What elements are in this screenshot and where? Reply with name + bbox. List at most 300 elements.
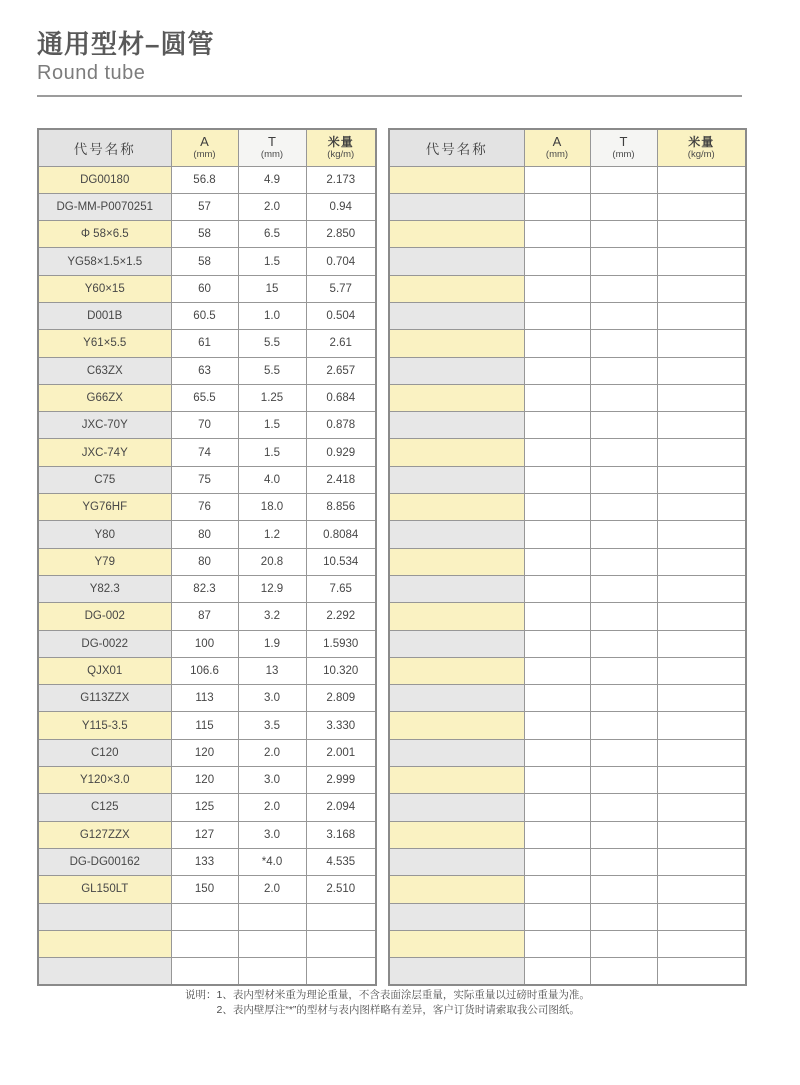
- meter-weight-cell: [657, 221, 746, 248]
- code-name-cell: DG-0022: [38, 630, 171, 657]
- col-header-t-unit: (mm): [612, 149, 635, 161]
- table-row: [38, 166, 376, 193]
- a-value-cell: [524, 657, 590, 684]
- meter-weight-cell: [306, 903, 376, 930]
- spec-tables: [37, 128, 747, 986]
- code-name-cell: G127ZZX: [38, 821, 171, 848]
- code-name-cell: [389, 193, 524, 220]
- a-value-cell: 58: [171, 248, 238, 275]
- table-row: [38, 848, 376, 875]
- notes-label: 说明：: [185, 989, 217, 1001]
- a-value-cell: 57: [171, 193, 238, 220]
- page-title: 通用型材–圆管: [37, 29, 215, 59]
- code-name-cell: Y61×5.5: [38, 330, 171, 357]
- code-name-cell: [389, 794, 524, 821]
- table-row: [389, 548, 746, 575]
- table-row: [38, 657, 376, 684]
- a-value-cell: 80: [171, 548, 238, 575]
- title-divider: [37, 95, 742, 97]
- meter-weight-cell: 0.504: [306, 302, 376, 329]
- meter-weight-cell: [657, 275, 746, 302]
- meter-weight-cell: [657, 657, 746, 684]
- t-value-cell: 12.9: [238, 575, 306, 602]
- table-row: [38, 930, 376, 957]
- code-name-cell: [389, 821, 524, 848]
- col-header-a-label: A: [552, 134, 562, 150]
- a-value-cell: [524, 384, 590, 411]
- t-value-cell: [590, 494, 657, 521]
- note-line-1: 1、表内型材米重为理论重量，不含表面涂层重量，实际重量以过磅时重量为准。: [216, 989, 590, 1001]
- code-name-cell: [389, 876, 524, 903]
- table-row: [38, 302, 376, 329]
- code-name-cell: [389, 657, 524, 684]
- t-value-cell: [590, 630, 657, 657]
- table-row: [38, 603, 376, 630]
- meter-weight-cell: [657, 848, 746, 875]
- t-value-cell: 3.0: [238, 821, 306, 848]
- meter-weight-cell: [657, 384, 746, 411]
- meter-weight-cell: 2.001: [306, 739, 376, 766]
- spec-table-left: [37, 128, 377, 986]
- meter-weight-cell: 0.878: [306, 412, 376, 439]
- meter-weight-cell: [657, 794, 746, 821]
- t-value-cell: [590, 794, 657, 821]
- table-row: [389, 166, 746, 193]
- meter-weight-cell: [657, 548, 746, 575]
- code-name-cell: [389, 548, 524, 575]
- meter-weight-cell: [657, 603, 746, 630]
- t-value-cell: 20.8: [238, 548, 306, 575]
- a-value-cell: 58: [171, 221, 238, 248]
- meter-weight-cell: [657, 821, 746, 848]
- meter-weight-cell: 2.418: [306, 466, 376, 493]
- meter-weight-cell: 4.535: [306, 848, 376, 875]
- code-name-cell: [389, 848, 524, 875]
- a-value-cell: [524, 357, 590, 384]
- table-row: [389, 794, 746, 821]
- meter-weight-cell: [657, 330, 746, 357]
- col-header-meter-weight: [657, 129, 746, 166]
- code-name-cell: Y120×3.0: [38, 767, 171, 794]
- t-value-cell: 1.5: [238, 412, 306, 439]
- meter-weight-cell: [657, 630, 746, 657]
- t-value-cell: [238, 930, 306, 957]
- table-row: [38, 575, 376, 602]
- code-name-cell: [389, 439, 524, 466]
- t-value-cell: 2.0: [238, 193, 306, 220]
- t-value-cell: *4.0: [238, 848, 306, 875]
- table-row: [389, 958, 746, 985]
- table-row: [389, 821, 746, 848]
- a-value-cell: [524, 275, 590, 302]
- table-row: [389, 630, 746, 657]
- code-name-cell: [389, 275, 524, 302]
- table-header: [389, 129, 746, 166]
- t-value-cell: 2.0: [238, 739, 306, 766]
- table-body-right: [389, 166, 746, 985]
- t-value-cell: [590, 685, 657, 712]
- a-value-cell: [524, 193, 590, 220]
- table-row: [38, 412, 376, 439]
- table-row: [389, 657, 746, 684]
- code-name-cell: Y80: [38, 521, 171, 548]
- a-value-cell: [524, 903, 590, 930]
- t-value-cell: [590, 767, 657, 794]
- meter-weight-cell: 0.929: [306, 439, 376, 466]
- t-value-cell: [590, 466, 657, 493]
- table-row: [389, 357, 746, 384]
- code-name-cell: [389, 466, 524, 493]
- meter-weight-cell: [657, 958, 746, 985]
- meter-weight-cell: 2.809: [306, 685, 376, 712]
- table-row: [38, 439, 376, 466]
- a-value-cell: 75: [171, 466, 238, 493]
- meter-weight-cell: 0.684: [306, 384, 376, 411]
- meter-weight-cell: 2.61: [306, 330, 376, 357]
- table-row: [38, 494, 376, 521]
- meter-weight-cell: 2.657: [306, 357, 376, 384]
- t-value-cell: [590, 821, 657, 848]
- meter-weight-cell: 1.5930: [306, 630, 376, 657]
- t-value-cell: 3.2: [238, 603, 306, 630]
- a-value-cell: 113: [171, 685, 238, 712]
- table-row: [38, 767, 376, 794]
- code-name-cell: [389, 521, 524, 548]
- table-row: [389, 221, 746, 248]
- code-name-cell: Y60×15: [38, 275, 171, 302]
- t-value-cell: 1.5: [238, 439, 306, 466]
- t-value-cell: [590, 221, 657, 248]
- t-value-cell: [590, 384, 657, 411]
- table-row: [389, 848, 746, 875]
- a-value-cell: 74: [171, 439, 238, 466]
- code-name-cell: [389, 603, 524, 630]
- col-header-meter-weight-label: 米量: [327, 135, 354, 150]
- code-name-cell: DG-DG00162: [38, 848, 171, 875]
- t-value-cell: 1.0: [238, 302, 306, 329]
- header-row: [389, 129, 746, 166]
- col-header-code-name: 代号名称: [38, 129, 171, 166]
- table-row: [38, 794, 376, 821]
- meter-weight-cell: 3.330: [306, 712, 376, 739]
- a-value-cell: 56.8: [171, 166, 238, 193]
- meter-weight-cell: [657, 412, 746, 439]
- t-value-cell: [590, 357, 657, 384]
- code-name-cell: [38, 958, 171, 985]
- meter-weight-cell: 0.94: [306, 193, 376, 220]
- table-row: [38, 275, 376, 302]
- table-row: [38, 685, 376, 712]
- table-row: [38, 958, 376, 985]
- table-row: [389, 767, 746, 794]
- t-value-cell: [590, 439, 657, 466]
- code-name-cell: [389, 248, 524, 275]
- code-name-cell: [38, 903, 171, 930]
- table-row: [389, 275, 746, 302]
- col-header-a-unit: (mm): [545, 149, 569, 161]
- table-row: [389, 739, 746, 766]
- table-row: [389, 521, 746, 548]
- meter-weight-cell: 2.292: [306, 603, 376, 630]
- t-value-cell: [590, 903, 657, 930]
- table-row: [389, 193, 746, 220]
- table-row: [389, 685, 746, 712]
- table-row: [38, 712, 376, 739]
- a-value-cell: 70: [171, 412, 238, 439]
- t-value-cell: [590, 412, 657, 439]
- table-row: [389, 412, 746, 439]
- code-name-cell: C120: [38, 739, 171, 766]
- meter-weight-cell: [657, 930, 746, 957]
- a-value-cell: [171, 903, 238, 930]
- meter-weight-cell: 0.8084: [306, 521, 376, 548]
- meter-weight-cell: [657, 166, 746, 193]
- t-value-cell: 2.0: [238, 794, 306, 821]
- t-value-cell: 3.5: [238, 712, 306, 739]
- table-row: [389, 603, 746, 630]
- notes: [185, 988, 590, 1018]
- a-value-cell: 63: [171, 357, 238, 384]
- t-value-cell: 6.5: [238, 221, 306, 248]
- meter-weight-cell: [657, 685, 746, 712]
- table-row: [389, 575, 746, 602]
- code-name-cell: [389, 330, 524, 357]
- t-value-cell: [590, 739, 657, 766]
- table-row: [389, 903, 746, 930]
- code-name-cell: Φ 58×6.5: [38, 221, 171, 248]
- code-name-cell: [389, 384, 524, 411]
- table-row: [389, 466, 746, 493]
- col-header-a: [171, 129, 238, 166]
- table-row: [38, 384, 376, 411]
- a-value-cell: 60.5: [171, 302, 238, 329]
- code-name-cell: [38, 930, 171, 957]
- meter-weight-cell: 8.856: [306, 494, 376, 521]
- t-value-cell: [590, 575, 657, 602]
- code-name-cell: [389, 166, 524, 193]
- a-value-cell: [524, 575, 590, 602]
- meter-weight-cell: [657, 439, 746, 466]
- t-value-cell: 3.0: [238, 767, 306, 794]
- code-name-cell: C63ZX: [38, 357, 171, 384]
- table-row: [38, 248, 376, 275]
- a-value-cell: 82.3: [171, 575, 238, 602]
- code-name-cell: [389, 712, 524, 739]
- meter-weight-cell: [657, 302, 746, 329]
- a-value-cell: 125: [171, 794, 238, 821]
- table-header: [38, 129, 376, 166]
- a-value-cell: [524, 876, 590, 903]
- table-row: [38, 357, 376, 384]
- code-name-cell: [389, 575, 524, 602]
- a-value-cell: [524, 521, 590, 548]
- t-value-cell: 1.5: [238, 248, 306, 275]
- a-value-cell: [524, 848, 590, 875]
- code-name-cell: C125: [38, 794, 171, 821]
- table-row: [389, 876, 746, 903]
- a-value-cell: [524, 794, 590, 821]
- a-value-cell: [524, 767, 590, 794]
- a-value-cell: [524, 930, 590, 957]
- a-value-cell: 120: [171, 767, 238, 794]
- a-value-cell: [524, 439, 590, 466]
- a-value-cell: 87: [171, 603, 238, 630]
- t-value-cell: [590, 521, 657, 548]
- meter-weight-cell: 2.850: [306, 221, 376, 248]
- meter-weight-cell: [657, 466, 746, 493]
- col-header-meter-weight: [306, 129, 376, 166]
- col-header-meter-weight-unit: (kg/m): [687, 149, 715, 161]
- col-header-meter-weight-unit: (kg/m): [327, 149, 355, 161]
- t-value-cell: [590, 193, 657, 220]
- meter-weight-cell: 2.999: [306, 767, 376, 794]
- t-value-cell: 4.9: [238, 166, 306, 193]
- a-value-cell: [524, 958, 590, 985]
- a-value-cell: [524, 821, 590, 848]
- a-value-cell: [524, 494, 590, 521]
- meter-weight-cell: 2.173: [306, 166, 376, 193]
- spec-table-right: [388, 128, 747, 986]
- code-name-cell: YG76HF: [38, 494, 171, 521]
- a-value-cell: 65.5: [171, 384, 238, 411]
- t-value-cell: [590, 548, 657, 575]
- col-header-a-label: A: [200, 134, 209, 150]
- meter-weight-cell: 7.65: [306, 575, 376, 602]
- meter-weight-cell: [657, 739, 746, 766]
- table-row: [38, 739, 376, 766]
- col-header-code-name: 代号名称: [389, 129, 524, 166]
- code-name-cell: [389, 930, 524, 957]
- meter-weight-cell: 2.510: [306, 876, 376, 903]
- meter-weight-cell: 5.77: [306, 275, 376, 302]
- meter-weight-cell: [657, 876, 746, 903]
- code-name-cell: JXC-74Y: [38, 439, 171, 466]
- a-value-cell: [524, 685, 590, 712]
- table-row: [38, 903, 376, 930]
- meter-weight-cell: [657, 575, 746, 602]
- t-value-cell: [590, 248, 657, 275]
- table-row: [38, 193, 376, 220]
- code-name-cell: [389, 903, 524, 930]
- code-name-cell: C75: [38, 466, 171, 493]
- t-value-cell: 18.0: [238, 494, 306, 521]
- a-value-cell: 80: [171, 521, 238, 548]
- meter-weight-cell: [657, 494, 746, 521]
- table-row: [38, 221, 376, 248]
- a-value-cell: [524, 302, 590, 329]
- code-name-cell: G113ZZX: [38, 685, 171, 712]
- t-value-cell: [238, 903, 306, 930]
- header-row: [38, 129, 376, 166]
- table-row: [389, 930, 746, 957]
- a-value-cell: [171, 930, 238, 957]
- table-row: [389, 248, 746, 275]
- meter-weight-cell: [657, 248, 746, 275]
- col-header-t-unit: (mm): [260, 149, 284, 161]
- t-value-cell: 1.25: [238, 384, 306, 411]
- a-value-cell: 100: [171, 630, 238, 657]
- table-row: [38, 330, 376, 357]
- table-row: [38, 548, 376, 575]
- t-value-cell: [590, 712, 657, 739]
- code-name-cell: Y82.3: [38, 575, 171, 602]
- col-header-t-label: T: [268, 134, 276, 150]
- a-value-cell: 120: [171, 739, 238, 766]
- meter-weight-cell: [306, 958, 376, 985]
- t-value-cell: 5.5: [238, 330, 306, 357]
- meter-weight-cell: 10.534: [306, 548, 376, 575]
- a-value-cell: 60: [171, 275, 238, 302]
- a-value-cell: [524, 630, 590, 657]
- code-name-cell: [389, 302, 524, 329]
- t-value-cell: [590, 848, 657, 875]
- t-value-cell: [590, 930, 657, 957]
- code-name-cell: Y115-3.5: [38, 712, 171, 739]
- a-value-cell: [524, 712, 590, 739]
- t-value-cell: 15: [238, 275, 306, 302]
- notes-lines: [217, 988, 590, 1018]
- col-header-meter-weight-label: 米量: [688, 135, 715, 150]
- t-value-cell: 5.5: [238, 357, 306, 384]
- code-name-cell: DG-002: [38, 603, 171, 630]
- t-value-cell: [590, 302, 657, 329]
- a-value-cell: [524, 330, 590, 357]
- meter-weight-cell: [657, 521, 746, 548]
- t-value-cell: [590, 166, 657, 193]
- a-value-cell: 127: [171, 821, 238, 848]
- code-name-cell: D001B: [38, 302, 171, 329]
- a-value-cell: [524, 739, 590, 766]
- table-row: [38, 876, 376, 903]
- meter-weight-cell: [657, 767, 746, 794]
- a-value-cell: 150: [171, 876, 238, 903]
- col-header-a-unit: (mm): [193, 149, 216, 161]
- t-value-cell: 1.2: [238, 521, 306, 548]
- code-name-cell: [389, 494, 524, 521]
- t-value-cell: [590, 330, 657, 357]
- table-body-left: [38, 166, 376, 985]
- t-value-cell: [590, 275, 657, 302]
- col-header-t: [238, 129, 306, 166]
- code-name-cell: GL150LT: [38, 876, 171, 903]
- a-value-cell: 115: [171, 712, 238, 739]
- code-name-cell: DG00180: [38, 166, 171, 193]
- a-value-cell: [524, 603, 590, 630]
- meter-weight-cell: [306, 930, 376, 957]
- code-name-cell: [389, 630, 524, 657]
- meter-weight-cell: [657, 712, 746, 739]
- a-value-cell: 61: [171, 330, 238, 357]
- code-name-cell: G66ZX: [38, 384, 171, 411]
- code-name-cell: [389, 221, 524, 248]
- table-row: [38, 521, 376, 548]
- meter-weight-cell: [657, 193, 746, 220]
- t-value-cell: [590, 603, 657, 630]
- a-value-cell: 76: [171, 494, 238, 521]
- code-name-cell: YG58×1.5×1.5: [38, 248, 171, 275]
- a-value-cell: 133: [171, 848, 238, 875]
- table-row: [389, 712, 746, 739]
- meter-weight-cell: [657, 903, 746, 930]
- a-value-cell: [524, 548, 590, 575]
- code-name-cell: JXC-70Y: [38, 412, 171, 439]
- t-value-cell: [590, 958, 657, 985]
- a-value-cell: [171, 958, 238, 985]
- t-value-cell: 3.0: [238, 685, 306, 712]
- code-name-cell: [389, 739, 524, 766]
- meter-weight-cell: [657, 357, 746, 384]
- t-value-cell: 1.9: [238, 630, 306, 657]
